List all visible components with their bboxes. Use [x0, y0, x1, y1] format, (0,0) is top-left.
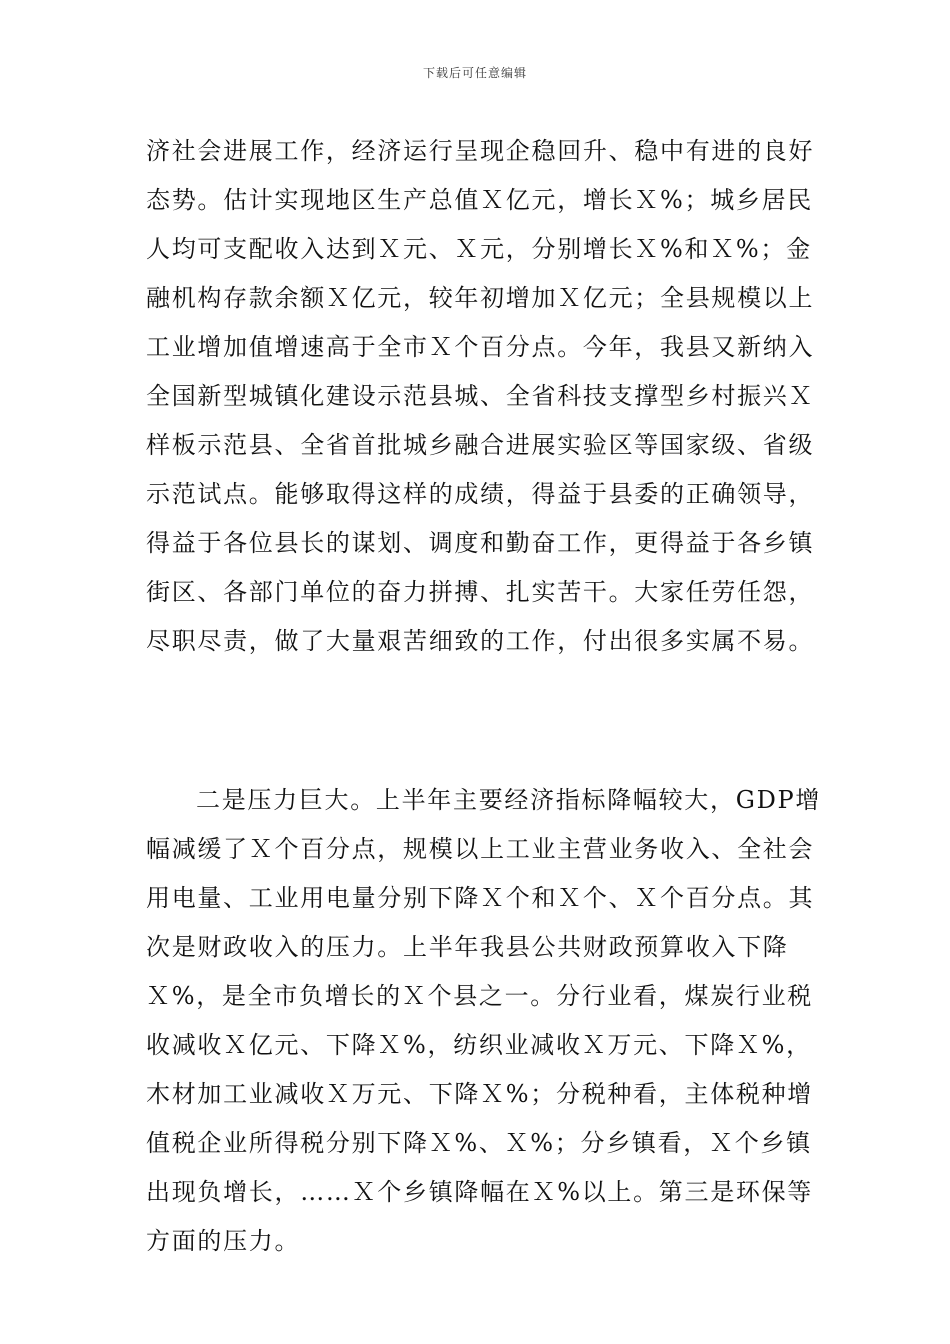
paragraph-pressure: 二是压力巨大。上半年主要经济指标降幅较大，GDP增幅减缓了Ｘ个百分点，规模以上工业主营业务收入、全社会用电量、工业用电量分别下降Ｘ个和Ｘ个、Ｘ个百分点。其次是财政收入的压力。上半年我县公共财政预算收入下降Ｘ%，是全市负增长的Ｘ个县之一。分行业看，煤炭行业税收减收Ｘ亿元、下降Ｘ%，纺织业减收Ｘ万元、下降Ｘ%，木材加工业减收Ｘ万元、下降Ｘ%；分税种看，主体税种增值税企业所得税分别下降Ｘ%、Ｘ%；分乡镇看，Ｘ个乡镇出现负增长，……Ｘ个乡镇降幅在Ｘ%以上。第三是环保等方面的压力。	[146, 786, 822, 1255]
page-header: 下载后可任意编辑	[422, 66, 527, 80]
paragraph-economic-progress: 济社会进展工作，经济运行呈现企稳回升、稳中有进的良好态势。估计实现地区生产总值Ｘ亿元，增长Ｘ%；城乡居民人均可支配收入达到Ｘ元、Ｘ元，分别增长Ｘ%和Ｘ%；金融机构存款余额Ｘ亿元，较年初增加Ｘ亿元；全县规模以上工业增加值增速高于全市Ｘ个百分点。今年，我县又新纳入全国新型城镇化建设示范县城、全省科技支撑型乡村振兴Ｘ样板示范县、全省首批城乡融合进展实验区等国家级、省级示范试点。能够取得这样的成绩，得益于县委的正确领导，得益于各位县长的谋划、调度和勤奋工作，更得益于各乡镇街区、各部门单位的奋力拼搏、扎实苦干。大家任劳任怨，尽职尽责，做了大量艰苦细致的工作，付出很多实属不易。	[146, 137, 815, 655]
